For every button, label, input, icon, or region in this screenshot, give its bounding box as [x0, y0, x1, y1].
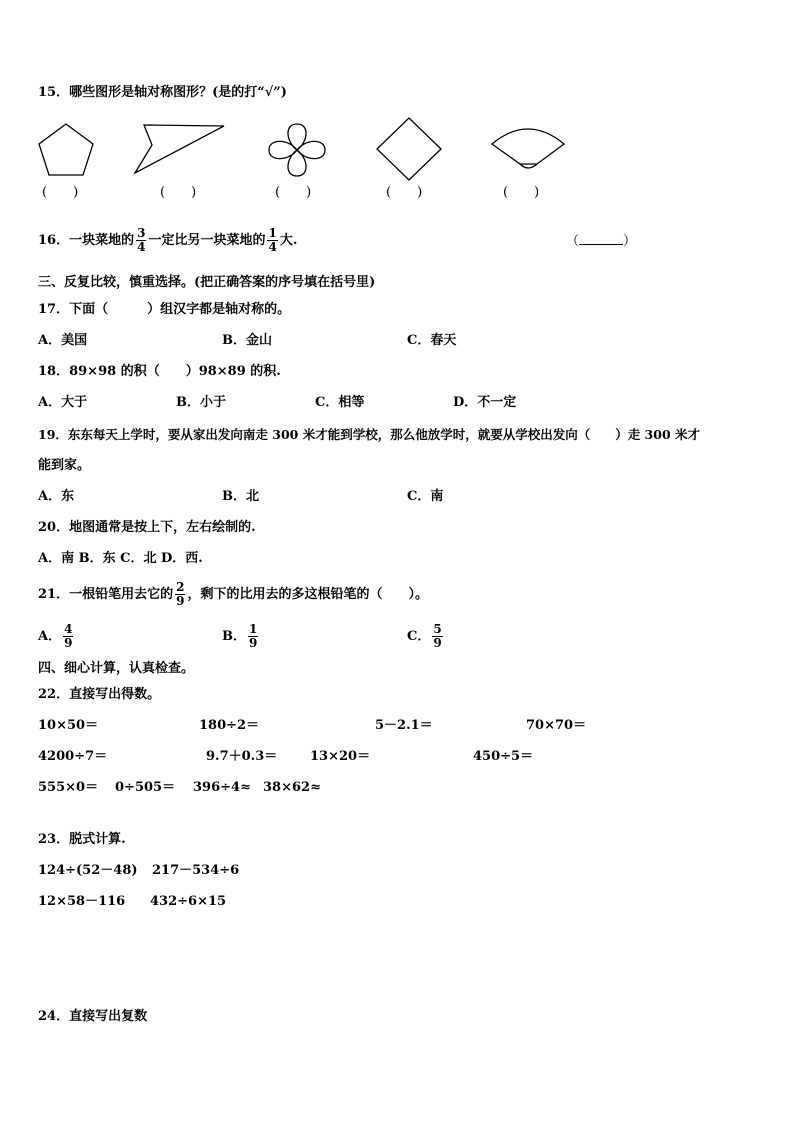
q18-option-d: D．不一定	[453, 395, 517, 410]
q21-option-a-label: A．	[38, 629, 62, 644]
q23-r2-c1: 12×58－116	[38, 894, 126, 909]
q23-r1-c2: 217－534÷6	[152, 863, 240, 878]
q16-mid: 一定比另一块菜地的	[148, 233, 266, 248]
q15-text: 15．哪些图形是轴对称图形？(是的打“√”)	[38, 85, 287, 100]
q17-option-a: A．美国	[38, 333, 88, 348]
q16-frac1-num: 3	[137, 226, 146, 240]
q16-answer-open: （	[566, 234, 580, 249]
q21-option-a-fraction	[63, 623, 73, 650]
q21-option-c-fraction	[432, 623, 442, 650]
q22-r3-c3: 396÷4≈	[193, 780, 251, 795]
q21-option-a	[38, 620, 75, 654]
q21-option-a-den: 9	[64, 636, 73, 650]
q17-text: 17．下面（ ）组汉字都是轴对称的。	[38, 302, 291, 317]
q16-fraction-2	[267, 227, 277, 254]
q21-option-c-den: 9	[433, 636, 442, 650]
q21-option-b-label: B．	[222, 629, 246, 644]
q20-options: A．南 B．东 C．北 D．西.	[38, 551, 203, 566]
q19-line-1: 19．东东每天上学时，要从家出发向南走 300 米才能到学校，那么他放学时，就要从学校出发向（ ）走 300 米才	[38, 427, 700, 442]
q18-option-b: B．小于	[176, 395, 226, 410]
q16-frac2-num: 1	[268, 226, 277, 240]
q20-text: 20．地图通常是按上下，左右绘制的.	[38, 520, 256, 535]
q16-frac1-den: 4	[137, 240, 146, 254]
section-4-heading: 四、细心计算，认真检查。	[38, 661, 195, 676]
q21-option-b	[222, 620, 260, 654]
q19-option-b: B．北	[222, 489, 259, 504]
section-3-heading: 三、反复比较，慎重选择。(把正确答案的序号填在括号里)	[38, 275, 376, 290]
q22-r2-c4: 450÷5＝	[473, 749, 534, 764]
diamond-shape	[375, 116, 443, 182]
q21-option-c-num: 5	[433, 622, 442, 636]
q15-paren-1: ( )	[42, 185, 79, 200]
q22-r3-c2: 0÷505＝	[115, 780, 176, 795]
q22-r2-c1: 4200÷7＝	[38, 749, 108, 764]
q15-paren-3: ( )	[275, 185, 312, 200]
q22-r3-c1: 555×0＝	[38, 780, 99, 795]
q21-option-c	[407, 620, 445, 654]
q22-r1-c3: 5－2.1＝	[375, 718, 433, 733]
q15-paren-4: ( )	[386, 185, 423, 200]
four-leaf-shape	[266, 120, 328, 180]
q16-pre: 16．一块菜地的	[38, 233, 135, 248]
q18-option-a: A．大于	[38, 395, 88, 410]
q21-frac-den: 9	[176, 594, 185, 608]
q17-option-c: C．春天	[407, 333, 457, 348]
q22-r1-c1: 10×50＝	[38, 718, 99, 733]
q15-paren-2: ( )	[160, 185, 197, 200]
q22-r2-c3: 13×20＝	[310, 749, 371, 764]
q22-r1-c2: 180÷2＝	[199, 718, 260, 733]
triangle-shape	[132, 123, 228, 175]
q21-option-b-den: 9	[249, 636, 258, 650]
q21-option-b-num: 1	[249, 622, 258, 636]
q23-r1-c1: 124÷(52－48)	[38, 863, 138, 878]
q16-frac2-den: 4	[268, 240, 277, 254]
q24-title: 24．直接写出复数	[38, 1009, 148, 1024]
q21-fraction	[175, 581, 185, 608]
q22-r1-c4: 70×70＝	[526, 718, 587, 733]
q23-r2-c2: 432÷6×15	[150, 894, 227, 909]
q16-answer-blank[interactable]	[579, 232, 623, 245]
q21-option-b-fraction	[248, 623, 258, 650]
q19-option-c: C．南	[407, 489, 444, 504]
q16-answer-close: ）	[623, 234, 637, 249]
q21-option-a-num: 4	[64, 622, 73, 636]
q17-option-b: B．金山	[222, 333, 272, 348]
q19-option-a: A．东	[38, 489, 75, 504]
q16-post: 大.	[279, 233, 298, 248]
q23-title: 23．脱式计算.	[38, 832, 126, 847]
q15-paren-5: ( )	[503, 185, 540, 200]
q21-option-c-label: C．	[407, 629, 431, 644]
q16-line	[38, 224, 297, 258]
q21-frac-num: 2	[176, 580, 185, 594]
q21-line	[38, 578, 428, 612]
q21-post: ，剩下的比用去的多这根铅笔的（ ）。	[187, 587, 428, 602]
q16-fraction-1	[136, 227, 146, 254]
q22-r3-c4: 38×62≈	[263, 780, 321, 795]
q16-answer[interactable]	[566, 232, 636, 250]
pentagon-shape	[36, 122, 96, 178]
q19-line-2: 能到家。	[38, 458, 91, 473]
q22-r2-c2: 9.7＋0.3＝	[206, 749, 278, 764]
q18-text: 18．89×98 的积（ ）98×89 的积.	[38, 364, 281, 379]
q21-pre: 21．一根铅笔用去它的	[38, 587, 174, 602]
q22-title: 22．直接写出得数。	[38, 687, 161, 702]
q18-option-c: C．相等	[315, 395, 365, 410]
fan-shape	[489, 120, 567, 174]
